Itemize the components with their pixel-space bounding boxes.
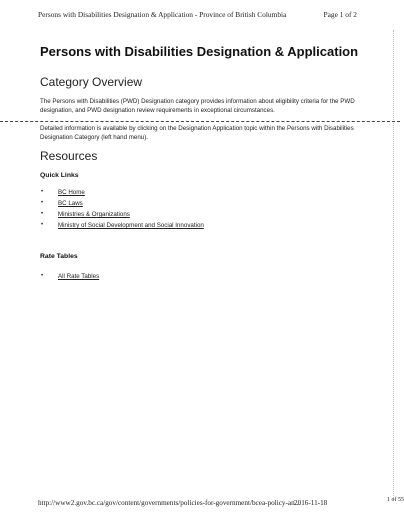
print-footer <box>38 497 404 511</box>
page-title: Persons with Disabilities Designation & Application <box>40 44 359 59</box>
link-bc-laws[interactable]: BC Laws <box>58 200 83 207</box>
scan-artifact-line <box>0 121 400 122</box>
scan-edge-line <box>393 30 394 500</box>
overview-paragraph: The Persons with Disabilities (PWD) Designation category provides information about eligibility criteria for the PWD designation, and PWD designation review requirements in exceptional circumstances. <box>40 98 355 114</box>
list-item <box>40 199 204 210</box>
quick-links-heading: Quick Links <box>40 172 79 179</box>
list-item <box>40 188 204 199</box>
quick-links-list <box>40 188 204 232</box>
rate-tables-heading: Rate Tables <box>40 253 78 260</box>
detail-paragraph: Detailed information is available by clicking on the Designation Application topic within the Persons with Disabilities Designation Category (left hand menu). <box>40 125 354 141</box>
sheet-counter: 1 of 55 <box>387 497 404 503</box>
link-all-rate-tables[interactable]: All Rate Tables <box>58 273 100 280</box>
print-header <box>38 10 380 22</box>
resources-heading: Resources <box>40 149 98 163</box>
print-footer-url: http://www2.gov.bc.ca/gov/content/governments/policies-for-government/bcea-policy-an... <box>38 499 301 507</box>
print-header-title: Persons with Disabilities Designation & Application - Province of British Columbia <box>38 10 287 19</box>
list-item <box>40 221 204 232</box>
link-ministries-organizations[interactable]: Ministries & Organizations <box>58 211 130 218</box>
category-overview-heading: Category Overview <box>40 75 143 89</box>
list-item <box>40 272 99 283</box>
print-header-page-number: Page 1 of 2 <box>323 10 357 19</box>
rate-tables-list <box>40 272 99 283</box>
link-bc-home[interactable]: BC Home <box>58 189 85 196</box>
print-footer-date: 2016-11-18 <box>294 499 328 507</box>
link-ministry-social-development[interactable]: Ministry of Social Development and Social Innovation <box>58 222 204 229</box>
list-item <box>40 210 204 221</box>
